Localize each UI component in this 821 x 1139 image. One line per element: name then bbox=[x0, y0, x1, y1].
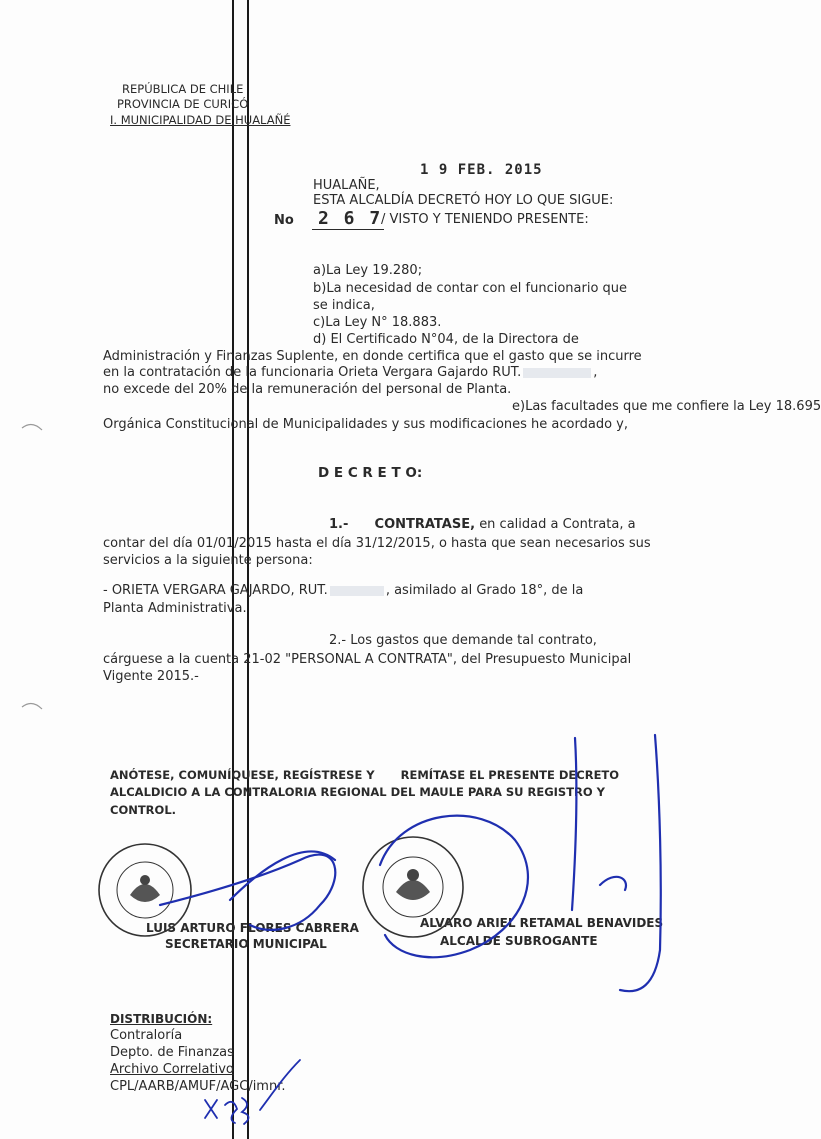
header-republica: REPÚBLICA DE CHILE bbox=[122, 82, 244, 96]
article-2-line-3: Vigente 2015.- bbox=[103, 669, 199, 684]
consideration-a: a)La Ley 19.280; bbox=[313, 263, 423, 278]
decree-number: 2 6 7 bbox=[318, 208, 383, 229]
article-1-number: 1.- bbox=[329, 517, 349, 532]
distribution-item: Contraloría bbox=[110, 1028, 183, 1043]
place-label: HUALAÑE, bbox=[313, 178, 380, 193]
initials-scribble bbox=[205, 1060, 300, 1124]
distribution-title: DISTRIBUCIÓN: bbox=[110, 1012, 213, 1026]
decree-intro: ESTA ALCALDÍA DECRETÓ HOY LO QUE SIGUE: bbox=[313, 193, 614, 208]
consideration-e-1: e)Las facultades que me confiere la Ley 18.695 bbox=[512, 399, 821, 414]
alcalde-stamp bbox=[363, 837, 463, 937]
left-signatory-title: SECRETARIO MUNICIPAL bbox=[165, 937, 327, 951]
article-2-line-1: 2.- Los gastos que demande tal contrato, bbox=[329, 633, 597, 648]
right-signatory-title: ALCALDE SUBROGANTE bbox=[440, 934, 598, 948]
article-1-person: - ORIETA VERGARA GAJARDO, RUT. bbox=[103, 583, 328, 598]
closing-line-3: CONTROL. bbox=[110, 803, 177, 817]
header-municipalidad: I. MUNICIPALIDAD DE HUALAÑÉ bbox=[110, 113, 291, 127]
distribution-item: Archivo Correlativo bbox=[110, 1062, 234, 1077]
distribution-item: Depto. de Finanzas bbox=[110, 1045, 234, 1060]
closing-line-1a: ANÓTESE, COMUNÍQUESE, REGÍSTRESE Y bbox=[110, 768, 375, 782]
article-1-verb: CONTRATASE, bbox=[374, 517, 476, 532]
consideration-b-1: b)La necesidad de contar con el funcionario que bbox=[313, 281, 628, 296]
consideration-c: c)La Ley N° 18.883. bbox=[313, 315, 442, 330]
consideration-d-4: no excede del 20% de la remuneración del personal de Planta. bbox=[103, 382, 512, 397]
secretary-signature bbox=[160, 851, 335, 929]
consideration-d-1: d) El Certificado N°04, de la Directora de bbox=[313, 332, 579, 347]
margin-mark bbox=[22, 424, 42, 430]
closing-line-1b: REMÍTASE EL PRESENTE DECRETO bbox=[400, 768, 620, 782]
decree-number-label: No bbox=[274, 213, 294, 228]
date-stamp: 1 9 FEB. 2015 bbox=[420, 162, 543, 178]
article-1-line-2: contar del día 01/01/2015 hasta el día 31/12/2015, o hasta que sean necesarios sus bbox=[103, 536, 651, 551]
article-2-line-2: cárguese a la cuenta 21-02 "PERSONAL A CONTRATA", del Presupuesto Municipal bbox=[103, 652, 632, 667]
distribution-item: CPL/AARB/AMUF/AGC/imnr. bbox=[110, 1079, 286, 1094]
consideration-d-2: Administración y Finanzas Suplente, en donde certifica que el gasto que se incurre bbox=[103, 349, 642, 364]
consideration-e-2: Orgánica Constitucional de Municipalidades y sus modificaciones he acordado y, bbox=[103, 417, 628, 432]
decreto-title: D E C R E T O: bbox=[318, 465, 423, 481]
secretary-stamp bbox=[99, 844, 191, 936]
consideration-d-3-text: en la contratación de la funcionaria Orieta Vergara Gajardo RUT. bbox=[103, 365, 522, 380]
article-1-line-5: Planta Administrativa. bbox=[103, 601, 247, 616]
article-1-grade: , asimilado al Grado 18°, de la bbox=[385, 583, 584, 598]
header-provincia: PROVINCIA DE CURICÓ bbox=[117, 97, 249, 111]
closing-line-2: ALCALDICIO A LA CONTRALORIA REGIONAL DEL MAULE PARA SU REGISTRO Y bbox=[110, 785, 606, 799]
consideration-d-3-comma: , bbox=[593, 365, 598, 380]
article-1-line-3: servicios a la siguiente persona: bbox=[103, 553, 313, 568]
margin-mark bbox=[22, 703, 42, 709]
article-1-line-1: en calidad a Contrata, a bbox=[479, 517, 636, 532]
left-signatory-name: LUIS ARTURO FLORES CABRERA bbox=[146, 921, 359, 935]
alcalde-signature bbox=[380, 735, 664, 991]
consideration-b-2: se indica, bbox=[313, 298, 375, 313]
right-signatory-name: ALVARO ARIEL RETAMAL BENAVIDES bbox=[420, 916, 664, 930]
visto-text: / VISTO Y TENIENDO PRESENTE: bbox=[381, 212, 589, 227]
